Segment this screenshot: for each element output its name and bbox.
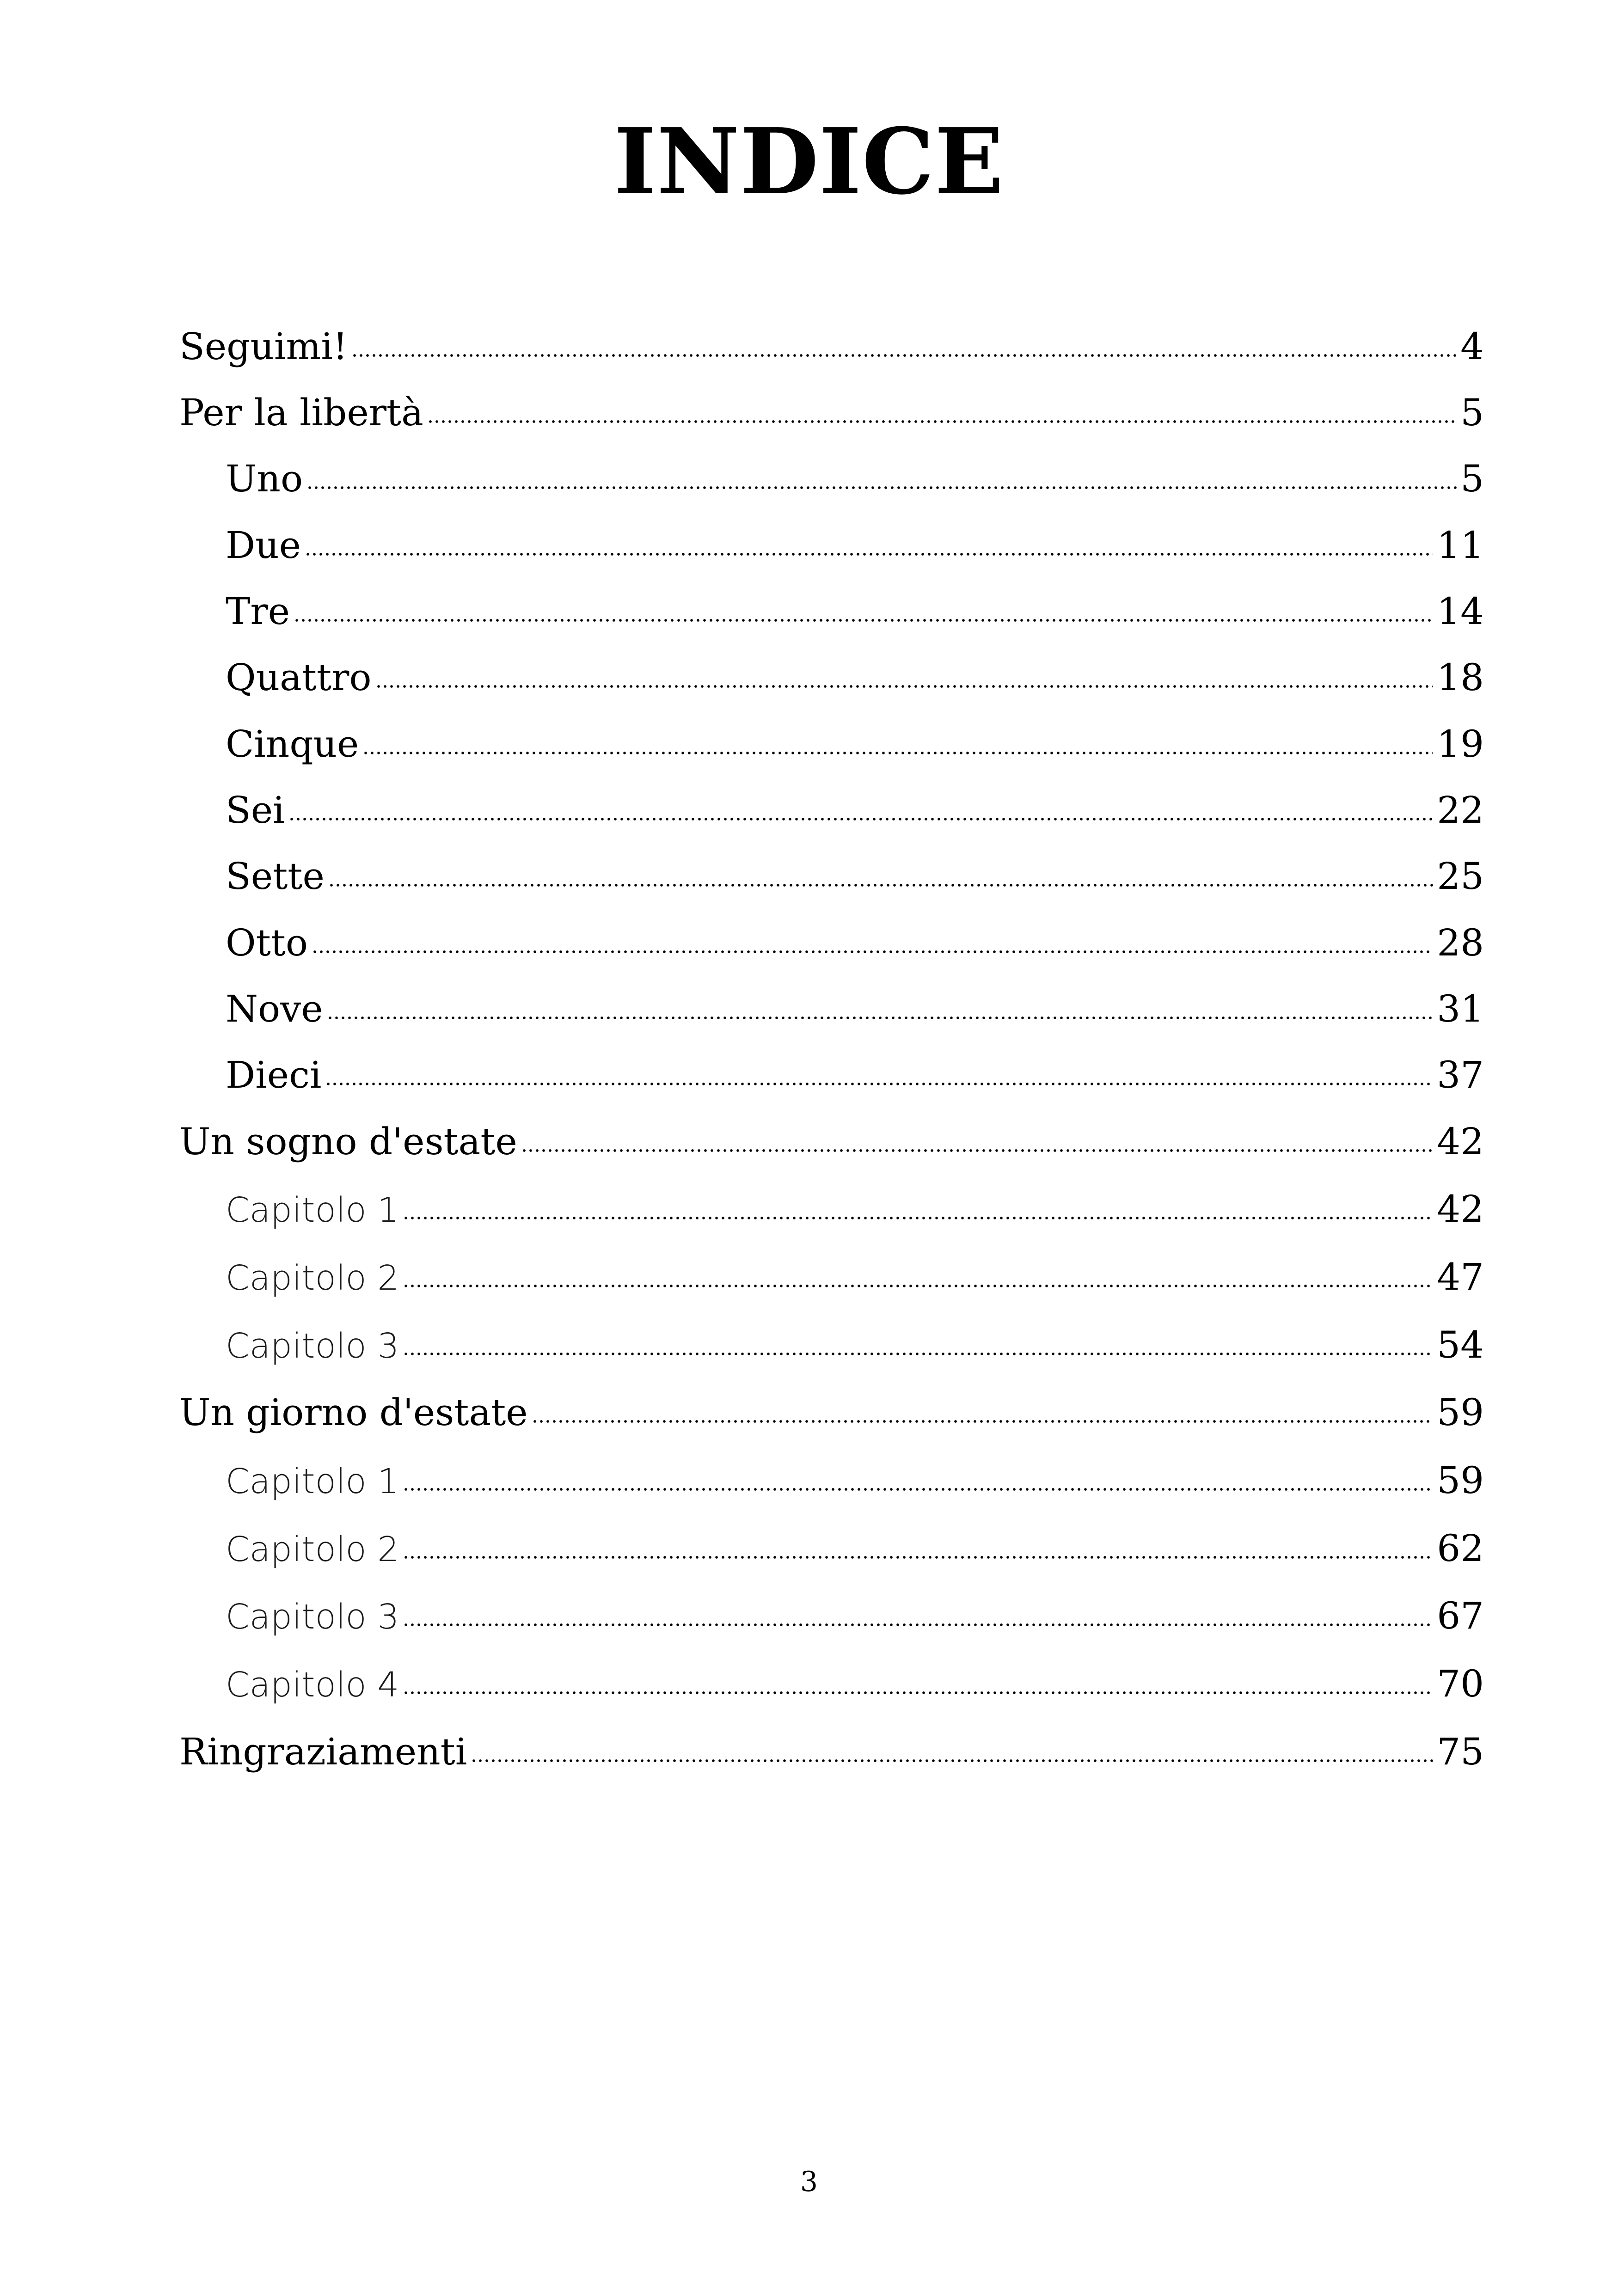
toc-entry[interactable] — [226, 981, 1484, 1037]
dot-leader — [362, 751, 1433, 755]
dot-leader — [403, 1488, 1433, 1491]
toc-entry-page-number: 75 — [1437, 1730, 1484, 1773]
toc-entry-label: Due — [226, 524, 301, 567]
dot-leader — [294, 618, 1433, 622]
toc-entry-label: Nove — [226, 987, 323, 1030]
toc-entry-label: Seguimi! — [179, 325, 348, 368]
toc-entry-page-number: 11 — [1437, 524, 1484, 567]
toc-entry-page-number: 62 — [1437, 1527, 1484, 1570]
toc-entry[interactable] — [226, 1656, 1484, 1712]
toc-entry-page-number: 59 — [1437, 1459, 1484, 1502]
toc-entry-label: Quattro — [226, 656, 372, 699]
toc-entry-label: Sette — [226, 855, 325, 898]
toc-entry[interactable] — [226, 451, 1484, 507]
toc-entry[interactable] — [179, 1724, 1484, 1780]
page-title: INDICE — [614, 109, 1004, 215]
toc-entry-page-number: 18 — [1437, 656, 1484, 699]
toc-entry-page-number: 25 — [1437, 855, 1484, 898]
dot-leader — [427, 420, 1457, 423]
toc-entry[interactable] — [179, 385, 1484, 441]
toc-entry-page-number: 37 — [1437, 1053, 1484, 1096]
toc-entry[interactable] — [226, 1047, 1484, 1103]
toc-entry[interactable] — [226, 1521, 1484, 1576]
toc-entry-page-number: 47 — [1437, 1255, 1484, 1298]
toc-entry-page-number: 31 — [1437, 987, 1484, 1030]
dot-leader — [403, 1555, 1433, 1559]
toc-entry-page-number: 42 — [1437, 1120, 1484, 1163]
dot-leader — [312, 950, 1433, 954]
page-number: 3 — [800, 2166, 818, 2198]
toc-entry-label: Otto — [226, 921, 308, 964]
toc-entry[interactable] — [226, 716, 1484, 772]
toc-entry[interactable] — [226, 1249, 1484, 1305]
dot-leader — [532, 1420, 1434, 1423]
toc-entry-page-number: 4 — [1460, 325, 1484, 368]
toc-entry-page-number: 70 — [1437, 1662, 1484, 1705]
toc-entry-page-number: 14 — [1437, 590, 1484, 633]
toc-entry[interactable] — [226, 849, 1484, 904]
toc-entry-page-number: 67 — [1437, 1594, 1484, 1637]
dot-leader — [403, 1352, 1433, 1356]
dot-leader — [325, 1082, 1433, 1086]
toc-entry-page-number: 22 — [1437, 789, 1484, 832]
toc-entry-page-number: 28 — [1437, 921, 1484, 964]
toc-entry-label: Capitolo 3 — [226, 1326, 399, 1366]
dot-leader — [471, 1759, 1433, 1763]
dot-leader — [521, 1149, 1433, 1152]
toc-entry[interactable] — [226, 518, 1484, 573]
toc-entry-label: Ringraziamenti — [179, 1730, 467, 1773]
toc-entry-label: Sei — [226, 789, 285, 832]
toc-entry-page-number: 19 — [1437, 722, 1484, 765]
dot-leader — [403, 1691, 1433, 1695]
toc-entry-label: Dieci — [226, 1053, 322, 1096]
toc-entry-page-number: 5 — [1460, 457, 1484, 500]
dot-leader — [403, 1623, 1433, 1627]
toc-entry-label: Capitolo 4 — [226, 1665, 399, 1705]
dot-leader — [327, 1016, 1434, 1020]
dot-leader — [403, 1284, 1433, 1288]
dot-leader — [328, 883, 1433, 887]
toc-entry[interactable] — [226, 783, 1484, 838]
toc-entry-page-number: 5 — [1460, 391, 1484, 434]
toc-entry-label: Per la libertà — [179, 391, 423, 434]
toc-entry-label: Capitolo 2 — [226, 1258, 399, 1298]
toc-entry-label: Un giorno d'estate — [179, 1391, 528, 1434]
toc-entry-label: Capitolo 1 — [226, 1462, 399, 1501]
toc-entry-page-number: 42 — [1437, 1188, 1484, 1231]
dot-leader — [305, 552, 1433, 556]
toc-entry[interactable] — [226, 1588, 1484, 1644]
toc-entry-label: Capitolo 1 — [226, 1190, 399, 1230]
toc-entry[interactable] — [226, 650, 1484, 705]
toc-entry[interactable] — [179, 319, 1484, 374]
toc-entry-label: Cinque — [226, 722, 359, 765]
dot-leader — [306, 486, 1457, 490]
dot-leader — [351, 354, 1457, 357]
toc-entry[interactable] — [179, 1114, 1484, 1169]
toc-entry[interactable] — [226, 1453, 1484, 1508]
toc-entry[interactable] — [226, 584, 1484, 639]
toc-entry-label: Un sogno d'estate — [179, 1120, 517, 1163]
toc-entry[interactable] — [226, 1182, 1484, 1237]
toc-entry-page-number: 59 — [1437, 1391, 1484, 1434]
dot-leader — [375, 685, 1434, 688]
toc-entry-label: Capitolo 2 — [226, 1530, 399, 1569]
toc-entry[interactable] — [179, 1385, 1484, 1440]
toc-entry[interactable] — [226, 1317, 1484, 1373]
dot-leader — [288, 817, 1433, 821]
toc-entry[interactable] — [226, 915, 1484, 971]
toc-entry-label: Tre — [226, 590, 290, 633]
toc-entry-label: Capitolo 3 — [226, 1597, 399, 1637]
toc-entry-page-number: 54 — [1437, 1323, 1484, 1366]
toc-entry-label: Uno — [226, 457, 303, 500]
dot-leader — [403, 1216, 1433, 1220]
